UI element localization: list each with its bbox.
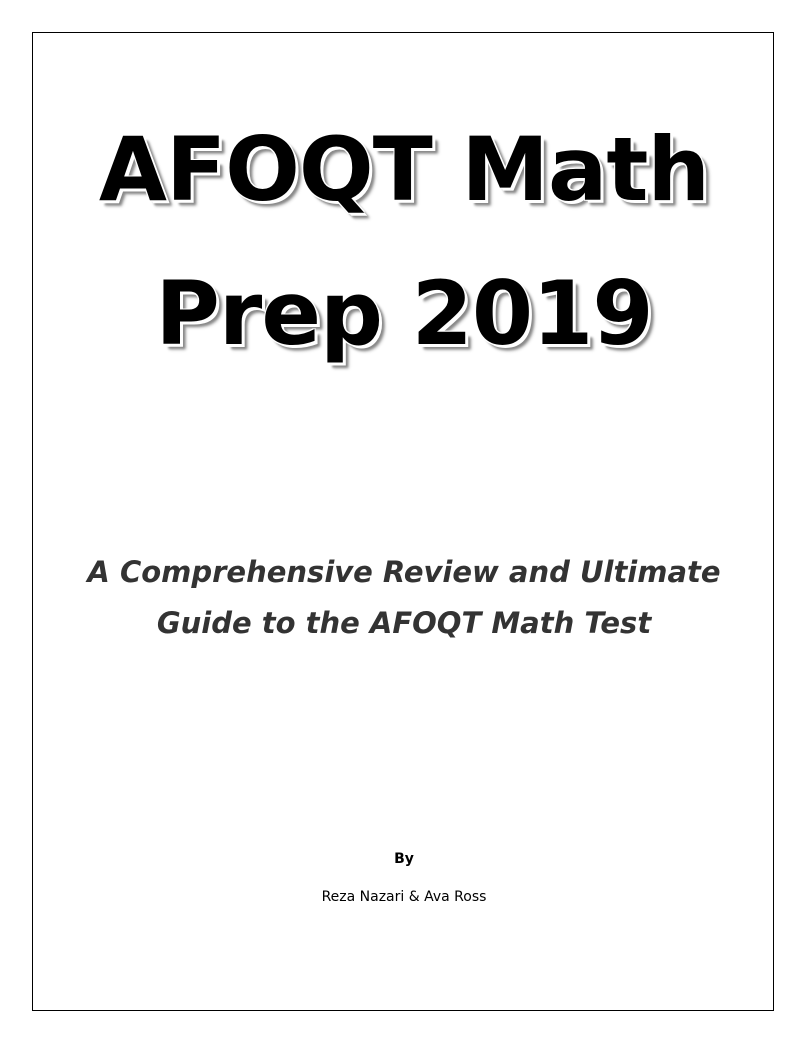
byline-label: By <box>394 851 414 867</box>
subtitle-line-1: A Comprehensive Review and Ultimate <box>87 555 721 589</box>
subtitle-line-2: Guide to the AFOQT Math Test <box>156 606 652 640</box>
title-line-1: AFOQT Math <box>98 118 710 221</box>
authors: Reza Nazari & Ava Ross <box>321 889 487 905</box>
title-line-2: Prep 2019 <box>155 262 653 365</box>
